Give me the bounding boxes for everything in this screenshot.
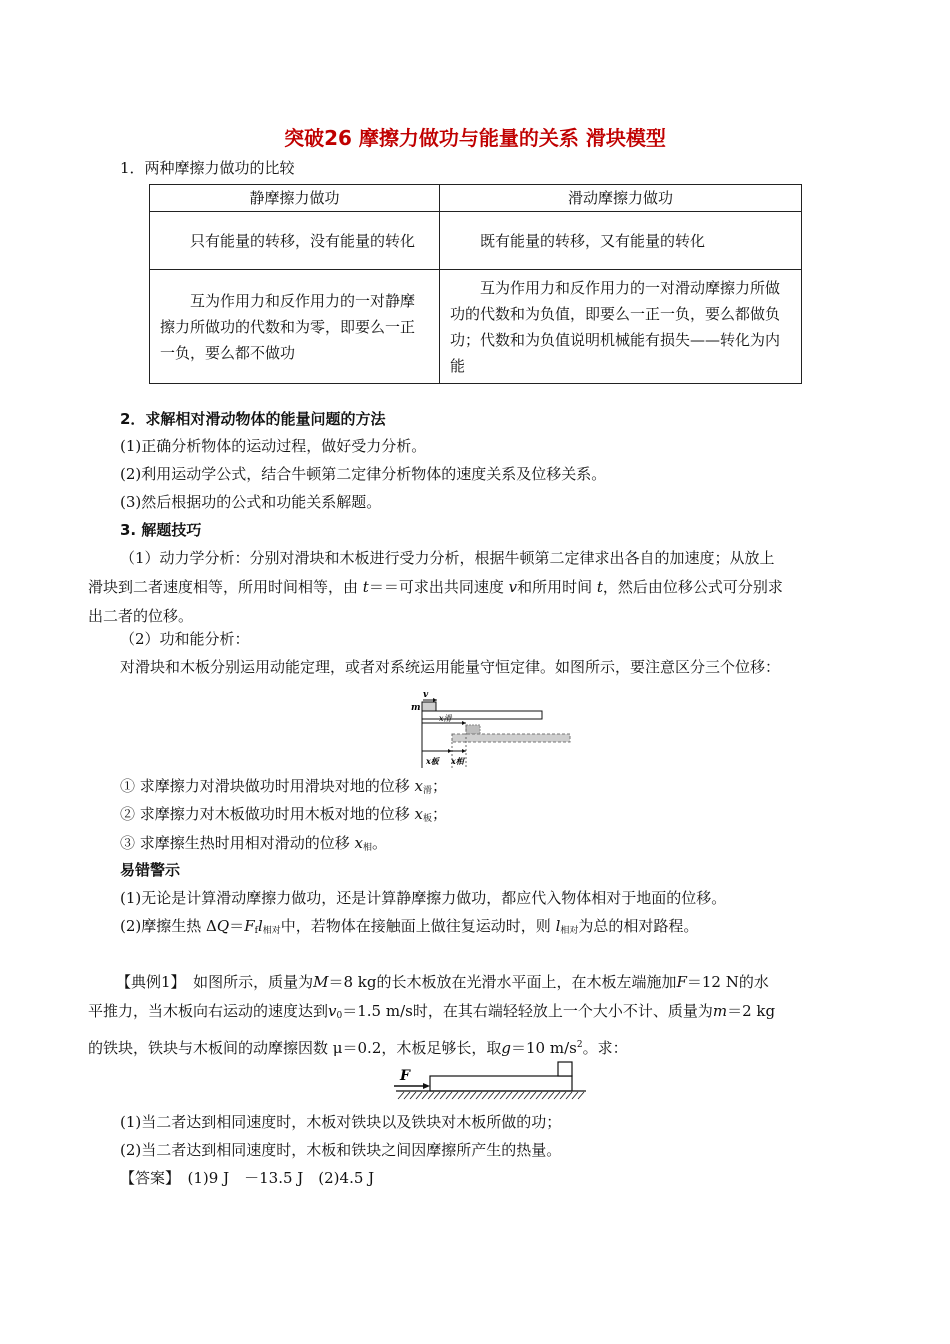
table-cell: 既有能量的转移，又有能量的转化 bbox=[440, 212, 802, 270]
slider-block-initial bbox=[422, 702, 436, 711]
force-arrowhead bbox=[423, 1083, 430, 1089]
board-final bbox=[452, 734, 570, 742]
dynamics-paragraph: （1）动力学分析：分别对滑块和木板进行受力分析，根据牛顿第二定律求出各自的加速度；从放上 滑块到二者速度相等，所用时间相等，由 t＝＝可求出共同速度 v和所用时间 t，然后由位移公式可分别求 出二者的位移。 bbox=[88, 549, 783, 625]
answer-text: (1)9 J －13.5 J (2)4.5 J bbox=[187, 1169, 375, 1187]
table-header-row bbox=[150, 185, 802, 212]
warning-item-2: (2)摩擦生热 $\Delta Q=F_fl_{相对}$中，若物体在接触面上做往复运动时，则 $l_{相对}$为总的相对路程。 bbox=[120, 917, 699, 936]
velocity-arrowhead bbox=[433, 698, 437, 702]
warning-item-1: (1)无论是计算滑动摩擦力做功，还是计算静摩擦力做功，都应代入物体相对于地面的位移。 bbox=[120, 889, 727, 907]
question-1: (1)当二者达到相同速度时，木板对铁块以及铁块对木板所做的功； bbox=[120, 1113, 562, 1131]
long-board bbox=[430, 1076, 572, 1091]
table-cell: 互为作用力和反作用力的一对滑动摩擦力所做功的代数和为负值，即要么一正一负，要么都做负功；代数和为负值说明机械能有损失——转化为内能 bbox=[440, 270, 802, 384]
warning-heading: 易错警示 bbox=[120, 861, 181, 879]
work-energy-paragraph: 对滑块和木板分别运用动能定理，或者对系统运用能量守恒定律。如图所示，要注意区分三个位移： bbox=[120, 658, 781, 676]
x-hua-label: x滑 bbox=[439, 714, 452, 723]
board-force-diagram bbox=[390, 1058, 590, 1104]
table-row bbox=[150, 212, 802, 270]
x-xiang-label: x相 bbox=[451, 756, 464, 766]
point-3: ③ 求摩擦生热时用相对滑动的位移 $x_相$。 bbox=[120, 834, 388, 853]
method-item-2: (2)利用运动学公式，结合牛顿第二定律分析物体的速度关系及位移关系。 bbox=[120, 465, 607, 483]
method-item-3: (3)然后根据功的公式和功能关系解题。 bbox=[120, 493, 382, 511]
table-header-sliding: 滑动摩擦力做功 bbox=[440, 185, 802, 212]
example-paragraph: 【典例1】 如图所示，质量为M＝8 kg的长木板放在光滑水平面上，在木板左端施加F＝12 N的水 平推力，当木板向右运动的速度达到$v_0=1.5$ m/s时，在其右端轻轻放上一个大小不计、质量为m＝2 kg 的铁块，铁块与木板间的动摩擦因数 μ＝0.2，木板足够长，取g＝10 $m/s^2$。求： bbox=[88, 973, 776, 1057]
example-tag: 【典例1】 bbox=[116, 973, 179, 991]
comparison-table bbox=[149, 184, 802, 384]
section1-heading: 1．两种摩擦力做功的比较 bbox=[120, 159, 295, 177]
point-2: ② 求摩擦力对木板做功时用木板对地的位移 $x_板$； bbox=[120, 805, 448, 824]
table-cell: 互为作用力和反作用力的一对静摩擦力所做功的代数和为零，即要么一正一负，要么都不做功 bbox=[150, 270, 440, 384]
answer-line bbox=[120, 1168, 374, 1188]
ground-hatching bbox=[398, 1092, 584, 1099]
point-1: ① 求摩擦力对滑块做功时用滑块对地的位移 $x_滑$； bbox=[120, 777, 448, 796]
slider-block-final bbox=[466, 725, 480, 734]
displacement-diagram bbox=[405, 686, 575, 772]
page-title: 突破26 摩擦力做功与能量的关系 滑块模型 bbox=[284, 126, 666, 150]
mass-label: m bbox=[411, 703, 421, 713]
section2-heading: 2．求解相对滑动物体的能量问题的方法 bbox=[120, 410, 386, 428]
answer-tag: 【答案】 bbox=[120, 1169, 173, 1187]
work-energy-heading: （2）功和能分析： bbox=[120, 630, 250, 648]
iron-block bbox=[558, 1062, 572, 1076]
section3-heading: 3. 解题技巧 bbox=[120, 521, 202, 539]
table-cell: 只有能量的转移，没有能量的转化 bbox=[150, 212, 440, 270]
force-label: F bbox=[400, 1068, 410, 1084]
table-row bbox=[150, 270, 802, 384]
question-2: (2)当二者达到相同速度时，木板和铁块之间因摩擦所产生的热量。 bbox=[120, 1141, 562, 1159]
x-ban-label: x板 bbox=[426, 756, 439, 766]
table-header-static: 静摩擦力做功 bbox=[150, 185, 440, 212]
method-item-1: (1)正确分析物体的运动过程，做好受力分析。 bbox=[120, 437, 427, 455]
velocity-label: v bbox=[423, 690, 429, 700]
